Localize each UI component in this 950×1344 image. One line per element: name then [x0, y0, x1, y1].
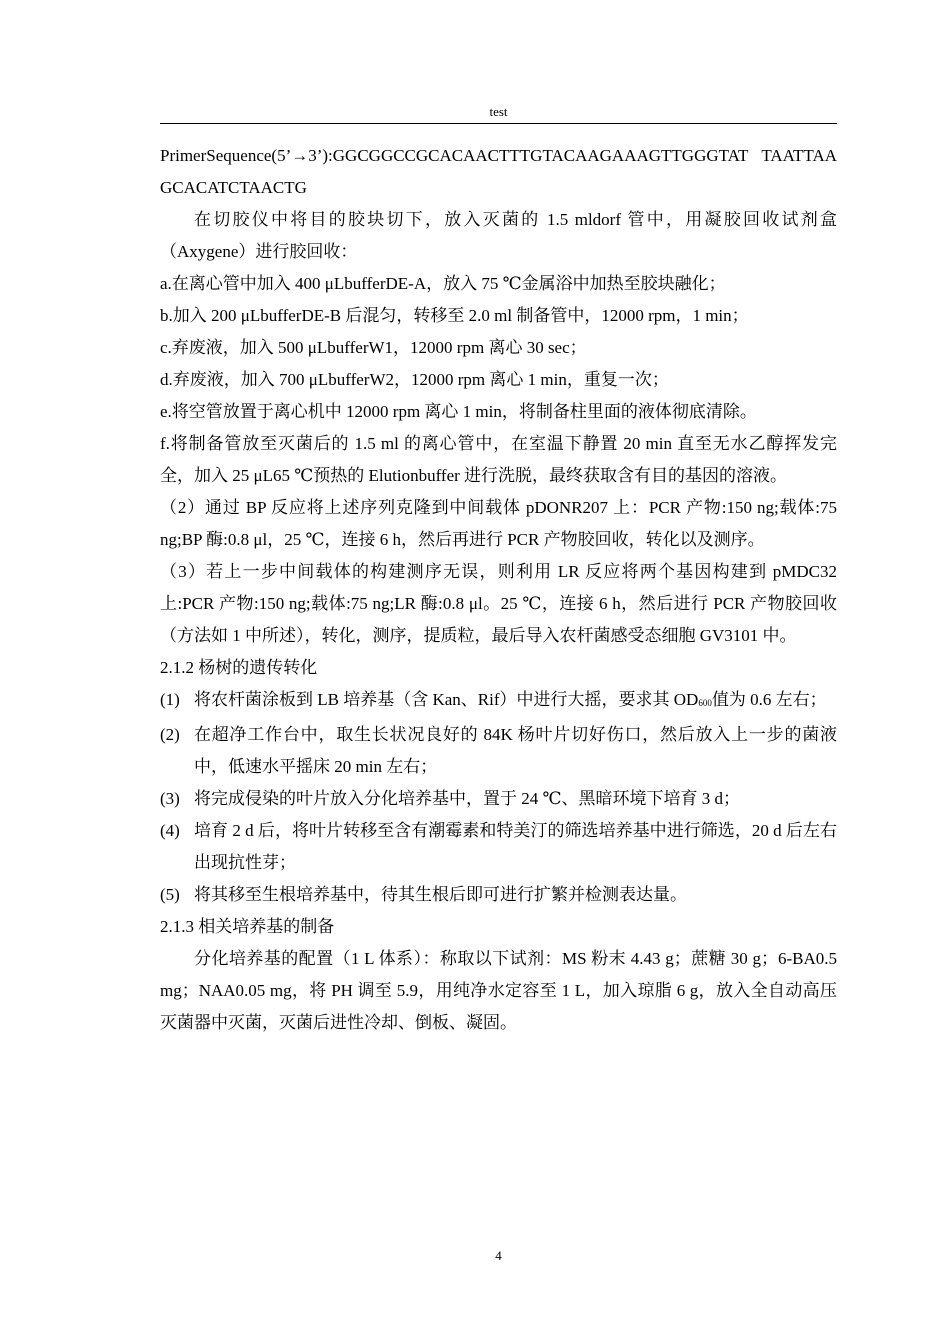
medium-preparation-paragraph: 分化培养基的配置（1 L 体系）：称取以下试剂：MS 粉末 4.43 g；蔗糖 30 g；6-BA0.5 mg；NAA0.05 mg，将 PH 调至 5.9，用纯净水定容至 1 L，加入琼脂 6 g，放入全自动高压灭菌器中灭菌，灭菌后进性冷却、倒板、凝固。 [160, 949, 837, 1032]
list-item-text: 将其移至生根培养基中，待其生根后即可进行扩繁并检测表达量。 [194, 885, 687, 904]
list-item [160, 879, 837, 911]
lr-reaction-paragraph: （3）若上一步中间载体的构建测序无误，则利用 LR 反应将两个基因构建到 pMDC32 上:PCR 产物:150 ng;载体:75 ng;LR 酶:0.8 μl。25 ℃，连接 6 h，然后进行 PCR 产物胶回收（方法如 1 中所述），转化，测序，提质粒，最后导入农杆菌感受态细胞 GV3101 中。 [160, 562, 838, 645]
header-rule [160, 123, 837, 124]
step-c: c.弃废液，加入 500 μLbufferW1，12000 rpm 离心 30 sec； [160, 338, 587, 357]
step-a: a.在离心管中加入 400 μLbufferDE-A，放入 75 ℃金属浴中加热至胶块融化； [160, 274, 726, 293]
list-item-text-part: 值为 0.6 左右； [711, 690, 827, 709]
page-header: test [489, 104, 508, 119]
list-item-text: 将完成侵染的叶片放入分化培养基中，置于 24 ℃、黑暗环境下培育 3 d； [194, 789, 741, 808]
gel-recovery-intro: 在切胶仪中将目的胶块切下，放入灭菌的 1.5 mldorf 管中，用凝胶回收试剂盒（Axygene）进行胶回收： [160, 210, 837, 261]
list-item [160, 719, 837, 783]
list-item-number: (1) [160, 690, 180, 709]
list-item-text [194, 684, 837, 719]
list-item [160, 783, 837, 815]
step-f: f.将制备管放至灭菌后的 1.5 ml 的离心管中，在室温下静置 20 min 直至无水乙醇挥发完全，加入 25 μL65 ℃预热的 Elutionbuffer 进行洗脱，最终获取含有目的基因的溶液。 [160, 434, 837, 485]
od-subscript: 600 [698, 698, 712, 708]
section-heading-2-1-2: 2.1.2 杨树的遗传转化 [160, 658, 318, 677]
step-b: b.加入 200 μLbufferDE-B 后混匀，转移至 2.0 ml 制备管中，12000 rpm，1 min； [160, 306, 749, 325]
bp-reaction-paragraph: （2）通过 BP 反应将上述序列克隆到中间载体 pDONR207 上：PCR 产物:150 ng;载体:75 ng;BP 酶:0.8 μl，25 ℃，连接 6 h，然后再进行 PCR 产物胶回收，转化以及测序。 [160, 498, 837, 549]
list-item-number: (2) [160, 725, 180, 744]
step-e: e.将空管放置于离心机中 12000 rpm 离心 1 min，将制备柱里面的液体彻底清除。 [160, 402, 757, 421]
page-number: 4 [495, 1248, 502, 1263]
list-item [160, 815, 837, 879]
list-item-number: (3) [160, 789, 180, 808]
list-item-number: (4) [160, 821, 180, 840]
step-d: d.弃废液，加入 700 μLbufferW2，12000 rpm 离心 1 min，重复一次； [160, 370, 669, 389]
list-item-text-part: 将农杆菌涂板到 LB 培养基（含 Kan、Rif）中进行大摇，要求其 OD [194, 690, 699, 709]
list-item-text: 在超净工作台中，取生长状况良好的 84K 杨叶片切好伤口，然后放入上一步的菌液中，低速水平摇床 20 min 左右； [194, 725, 837, 776]
list-item-text: 培育 2 d 后，将叶片转移至含有潮霉素和特美汀的筛选培养基中进行筛选，20 d 后左右出现抗性芽； [194, 821, 837, 872]
list-item-number: (5) [160, 885, 180, 904]
primer-sequence: PrimerSequence(5’→3’):GGCGGCCGCACAACTTTGTACAAGAAAGTTGGGTAT TAATTAAGCACATCTAACTG [160, 146, 837, 197]
section-heading-2-1-3: 2.1.3 相关培养基的制备 [160, 917, 335, 936]
document-body [160, 140, 837, 1039]
list-item [160, 684, 837, 719]
